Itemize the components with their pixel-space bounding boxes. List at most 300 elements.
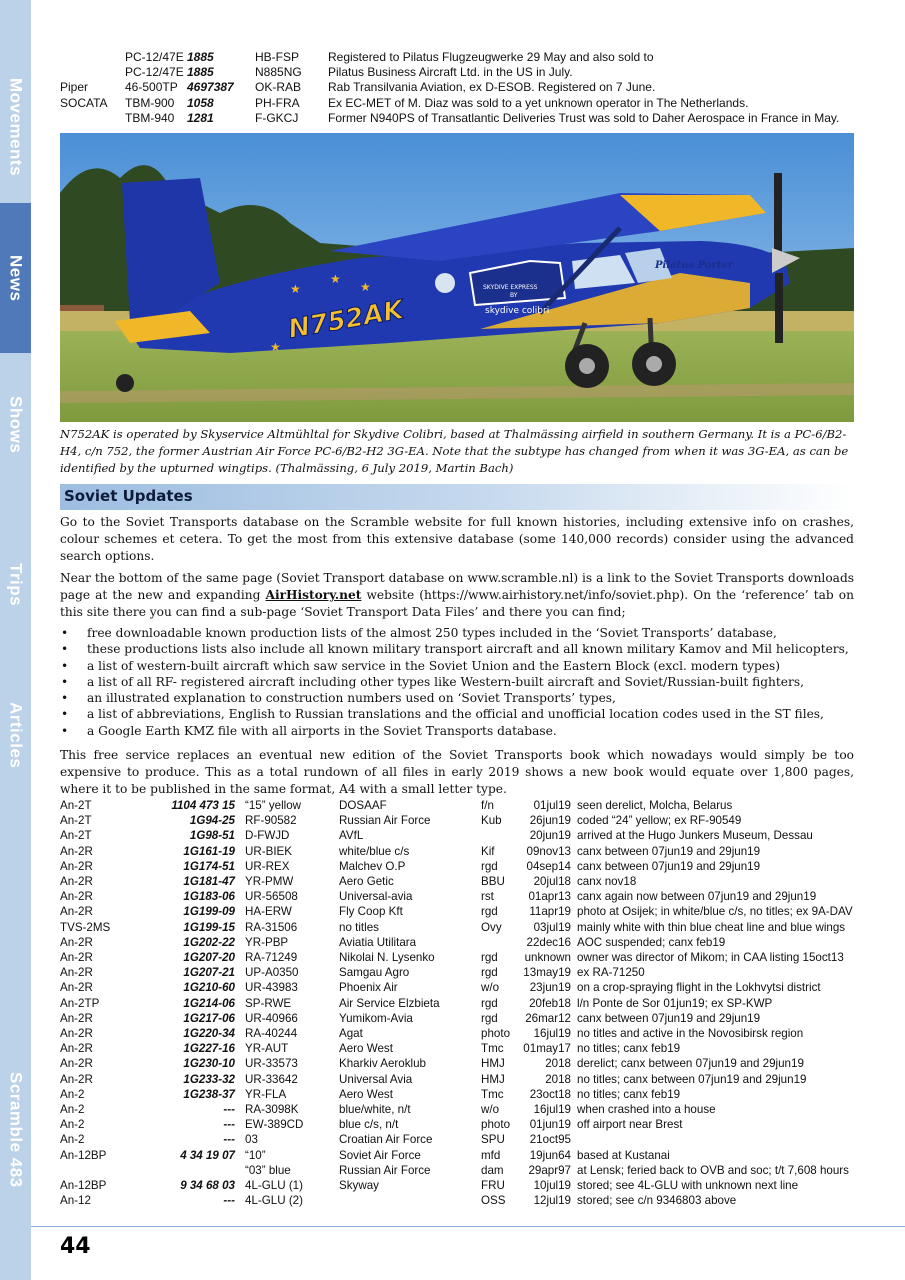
aircraft-type: An-2 [60,1087,85,1101]
spacer [235,904,245,919]
photo-caption: N752AK is operated by Skyservice Altmühltal for Skydive Colibri, based at Thalmässing airfield in southern Germany. It is a PC-6/B2-H4, c/n 752, the former Austrian Air Force PC-6/B2-H2 3G-EA. Note that the subtype has changed from when it was 3G-EA, as can be identified by the upturned wingtips. (Thalmässing, 6 July 2019, Martin Bach) [60,427,849,475]
type: PC-12/47E [125,50,184,64]
spacer [235,1102,245,1117]
remark: no titles; canx feb19 [577,1042,681,1056]
side-tab-label: Scramble 483 [6,1072,26,1188]
date: 19jun64 [529,1148,571,1162]
list-item: • free downloadable known production lists of the almost 250 types included in the ‘Soviet Transports’ database, [60,625,860,641]
type: PC-12/47E [125,65,184,80]
aircraft-type: An-2R [60,1072,93,1086]
registration: UR-33642 [245,1072,298,1086]
operator: Universal-avia [339,890,413,904]
table-row [60,1011,853,1026]
construction-number: 1G174-51 [183,859,235,873]
cn: 1885 [187,65,214,80]
spacer [235,828,245,843]
operator: Phoenix Air [339,981,398,995]
date: 20jun19 [529,829,571,843]
table-row [60,874,853,889]
registration: 4L-GLU (1) [245,1179,303,1193]
type-marking: Pilatus Porter [655,260,734,271]
table-row [60,950,853,965]
operator: Aero Getic [339,875,394,889]
aircraft-type: An-2R [60,966,93,980]
side-tab-trips[interactable] [0,540,31,630]
side-tab-shows[interactable] [0,370,31,480]
aircraft-type: An-2TP [60,996,100,1010]
list-item: • a list of abbreviations, English to Russian translations and the official and unofficial location codes used in the ST files, [60,706,860,722]
remark: canx between 07jun19 and 29jun19 [577,1011,761,1025]
remark: arrived at the Hugo Junkers Museum, Dessau [577,829,813,843]
list-item: • an illustrated explanation to construction numbers used on ‘Soviet Transports’ types, [60,690,860,706]
date: 16jul19 [533,1103,571,1117]
reg: N885NG [255,65,302,80]
date: 29apr97 [528,1163,571,1177]
operator: DOSAAF [339,799,387,812]
spacer [235,1163,245,1178]
operator: Russian Air Force [339,1163,431,1177]
table-row [60,80,839,95]
spacer [235,1132,245,1147]
status-code: mfd [481,1148,501,1162]
cn: 1058 [187,95,214,110]
remark: no titles; canx feb19 [577,1087,681,1101]
side-tab-label: Movements [6,77,26,177]
list-item: • a list of western-built aircraft which saw service in the Soviet Union and the Eastern Block (excl. modern types) [60,658,860,674]
aircraft-type: An-2R [60,1011,93,1025]
construction-number: 1G210-60 [183,981,235,995]
table-row [60,111,839,126]
registration: D-FWJD [245,829,290,843]
spacer [235,920,245,935]
table-row [60,798,853,813]
status-code: rgd [481,905,498,919]
status-code: Ovy [481,920,502,934]
maker [60,50,125,65]
status-code: OSS [481,1194,506,1208]
spacer [235,1178,245,1193]
registration: UR-56508 [245,890,298,904]
spacer [235,1026,245,1041]
table-row [60,65,839,80]
aircraft-type: An-2R [60,859,93,873]
construction-number: 1G161-19 [183,844,235,858]
operator: Croatian Air Force [339,1133,433,1147]
tail-wheel [116,374,134,392]
note: Pilatus Business Aircraft Ltd. in the US in July. [328,65,573,80]
status-code: rgd [481,1011,498,1025]
spacer [235,1041,245,1056]
spacer [235,935,245,950]
table-row [60,1072,853,1087]
table-row [60,1041,853,1056]
construction-number [150,1163,235,1178]
aircraft-type: An-12BP [60,1179,107,1193]
maker [60,111,125,126]
registration: YR-FLA [245,1087,287,1101]
table-row [60,844,853,859]
date: 01may17 [523,1042,571,1056]
remark: at Lensk; feried back to OVB and soc; t/t 7,608 hours [577,1163,849,1177]
status-code: w/o [481,981,500,995]
remark [577,1132,853,1147]
aircraft-type: An-2R [60,1042,93,1056]
aircraft-type: An-2R [60,890,93,904]
date: 04sep14 [526,859,571,873]
construction-number: 1G230-10 [183,1057,235,1071]
operator: Soviet Air Force [339,1148,421,1162]
section-sidebar [0,0,31,1280]
construction-number: 1G183-06 [183,890,235,904]
date: 01apr13 [528,890,571,904]
status-code: rgd [481,996,498,1010]
bullet-list [60,625,860,739]
wheel-hub [579,358,595,374]
operator: Skyway [339,1179,379,1193]
date: 11apr19 [529,905,571,919]
status-code: dam [481,1163,504,1177]
side-tab-movements[interactable] [0,62,31,192]
soviet-register-table [60,798,853,1208]
remark: no titles and active in the Novosibirsk region [577,1027,804,1041]
table-row [60,935,853,950]
aircraft-type: An-2R [60,935,93,949]
spacer [235,1148,245,1163]
aircraft-type: TVS-2MS [60,920,111,934]
spacer [235,950,245,965]
registration: YR-AUT [245,1042,289,1056]
table-row [60,96,839,111]
registration: “03” blue [245,1163,291,1177]
table-row [60,904,853,919]
construction-number: 1G181-47 [183,875,235,889]
side-tab-label: Articles [6,701,26,769]
table-row [60,965,853,980]
registration: UR-33573 [245,1057,298,1071]
remark: when crashed into a house [577,1103,716,1117]
cn: 1885 [187,50,214,64]
date: 22dec16 [526,935,571,949]
aircraft-type: An-2 [60,1118,85,1132]
date: 2018 [545,1057,571,1071]
date: 03jul19 [533,920,571,934]
registration-marking: N752AK [286,295,406,345]
propeller-blade [774,173,782,253]
note: Rab Transilvania Aviation, ex D-ESOB. Registered on 7 June. [328,80,656,95]
table-row [60,1102,853,1117]
table-row [60,889,853,904]
construction-number: 1G98-51 [189,829,235,843]
aircraft-type: An-2T [60,799,92,812]
construction-number: --- [223,1194,235,1208]
spacer [235,844,245,859]
date: 26mar12 [525,1011,571,1025]
operator: Universal Avia [339,1072,413,1086]
side-tab-label: Trips [6,563,26,607]
aircraft-type: An-2R [60,981,93,995]
spacer [235,1193,245,1208]
construction-number: 9 34 68 03 [180,1179,235,1193]
status-code: BBU [481,875,505,889]
remark: off airport near Brest [577,1118,683,1132]
aircraft-type: An-2R [60,951,93,965]
status-code: Kif [481,844,495,858]
construction-number: --- [223,1118,235,1132]
status-code: rgd [481,951,498,965]
side-tab-label: Shows [6,396,26,454]
registration: 4L-GLU (2) [245,1194,303,1208]
reg: OK-RAB [255,80,302,95]
status-code: photo [481,1118,511,1132]
operator: Aero West [339,1087,393,1101]
table-row [60,1026,853,1041]
aircraft-type: An-2 [60,1103,85,1117]
construction-number: 1104 473 15 [171,799,235,812]
door-text: BY [510,292,518,299]
construction-number: 1G199-15 [183,920,235,934]
construction-number: 1G94-25 [189,814,235,828]
remark: AOC suspended; canx feb19 [577,935,726,949]
construction-number: 1G227-16 [183,1042,235,1056]
date: 20feb18 [529,996,571,1010]
side-tab-label: News [6,254,26,302]
construction-number: 1G214-06 [183,996,235,1010]
reg: F-GKCJ [255,110,299,125]
section-title: Soviet Updates [64,487,193,505]
operator: Kharkiv Aeroklub [339,1057,426,1071]
side-tab-news[interactable] [0,203,31,353]
door-text: skydive colibri [485,306,550,316]
list-item: • a list of all RF- registered aircraft including other types like Western-built aircraft and Soviet/Russian-built fighters, [60,674,860,690]
table-row [60,859,853,874]
page-number: 44 [60,1234,91,1259]
cn: 4697387 [187,80,234,95]
aircraft-type: An-2R [60,875,93,889]
note: Registered to Pilatus Flugzeugwerke 29 May and also sold to [328,50,654,64]
status-code: rgd [481,859,498,873]
status-code: rgd [481,966,498,980]
remark: canx again now between 07jun19 and 29jun19 [577,890,817,904]
status-code: rst [481,890,494,904]
star-decoration: ★ [360,280,371,294]
table-row [60,920,853,935]
registration: RA-3098K [245,1103,299,1117]
date: 23jun19 [529,981,571,995]
registration: RA-40244 [245,1027,298,1041]
aircraft-illustration [60,133,854,422]
date: 26jun19 [529,814,571,828]
status-code: FRU [481,1179,505,1193]
type: TBM-900 [125,95,175,110]
registration: “10” [245,1148,266,1162]
aircraft-type: An-2R [60,1027,93,1041]
operator: Aviatia Utilitara [339,935,417,949]
section-header [60,484,854,510]
propeller-blade [775,273,783,343]
status-code: HMJ [481,1072,505,1086]
operator [339,1193,481,1208]
construction-number: 1G202-22 [183,935,235,949]
remark: canx between 07jun19 and 29jun19 [577,844,761,858]
remark: on a crop-spraying flight in the Lokhvytsi district [577,981,821,995]
registration: SP-RWE [245,996,292,1010]
side-tab-scramble[interactable] [0,1060,31,1200]
aircraft-type: An-12 [60,1194,91,1208]
registration: YR-PBP [245,935,289,949]
spacer [235,798,245,813]
table-row [60,1056,853,1071]
construction-number: --- [223,1133,235,1147]
spacer [235,1011,245,1026]
downloads-paragraph [60,570,854,621]
status-code: SPU [481,1133,505,1147]
construction-number: --- [223,1103,235,1117]
remark: based at Kustanai [577,1148,670,1162]
table-row [60,50,839,65]
operator: blue c/s, n/t [339,1118,399,1132]
operator: Nikolai N. Lysenko [339,951,435,965]
operator: Air Service Elzbieta [339,996,440,1010]
date: 16jul19 [533,1027,571,1041]
date: 20jul18 [533,875,571,889]
spacer [235,1117,245,1132]
list-item: • a Google Earth KMZ file with all airports in the Soviet Transports database. [60,723,860,739]
remark: canx nov18 [577,875,637,889]
status-code [481,828,519,843]
operator: white/blue c/s [339,844,410,858]
aircraft-type: An-12BP [60,1148,107,1162]
para-text: Near the bottom of the same page (Soviet Transport database on www.scramble.nl) is a link to the Soviet Transports downloads page at the new and expanding [60,571,854,602]
date: 01jul19 [533,799,571,812]
registration: 03 [245,1133,258,1147]
status-code: Kub [481,814,502,828]
aircraft-type: An-2 [60,1133,85,1147]
status-code: photo [481,1027,511,1041]
remark: ex RA-71250 [577,966,645,980]
date: 10jul19 [533,1179,571,1193]
date: 13may19 [523,966,571,980]
intro-paragraph: Go to the Soviet Transports database on the Scramble website for full known histories, including extensive info on crashes, colour schemes et cetera. To get the most from this extensive database (some 140,000 records) consider using the advanced search options. [60,515,854,563]
spacer [235,889,245,904]
operator: Agat [339,1027,363,1041]
status-code: HMJ [481,1057,505,1071]
table-row [60,1193,853,1208]
remark: stored; see 4L-GLU with unknown next line [577,1179,799,1193]
table-row [60,1132,853,1147]
table-row [60,980,853,995]
table-row [60,1163,853,1178]
registration: RA-71249 [245,951,298,965]
remark: photo at Osijek; in white/blue c/s, no titles; ex 9A-DAV [577,905,853,919]
construction-number: 1G233-32 [183,1072,235,1086]
star-decoration: ★ [290,282,301,296]
operator: Russian Air Force [339,814,431,828]
status-code: f/n [481,799,494,812]
operator: Yumikom-Avia [339,1011,413,1025]
status-code: Tmc [481,1042,504,1056]
spacer [235,965,245,980]
table-row [60,1087,853,1102]
registration: “15” yellow [245,799,302,812]
star-decoration: ★ [330,272,341,286]
registration: UR-43983 [245,981,298,995]
star-decoration: ★ [270,340,281,354]
aircraft-type [60,1163,150,1178]
para-text: website (https://www.airhistory.net/info/soviet.php). On the ‘reference’ tab on this site there you can find a sub-page ‘Soviet Transport Data Files’ and there you can find; [60,588,854,619]
door-text: SKYDIVE EXPRESS [483,284,538,291]
spacer [235,874,245,889]
maker: Piper [60,80,89,95]
status-code: Tmc [481,1087,504,1101]
note: Former N940PS of Transatlantic Deliveries Trust was sold to Daher Aerospace in France in May. [328,110,840,125]
table-row [60,813,853,828]
remark: owner was director of Mikom; in CAA listing 15oct13 [577,951,844,965]
side-tab-articles[interactable] [0,680,31,790]
cabin-window [435,273,455,293]
date: 2018 [545,1072,571,1086]
construction-number: 1G199-09 [183,905,235,919]
date: 23oct18 [529,1087,571,1101]
operator: Samgau Agro [339,966,410,980]
registration: RF-90582 [245,814,297,828]
operator: AVfL [339,829,364,843]
table-row [60,828,853,843]
spacer [235,1072,245,1087]
operator: Aero West [339,1042,393,1056]
registration: EW-389CD [245,1118,304,1132]
registration: UR-BIEK [245,844,293,858]
date: unknown [524,951,571,965]
spacer [235,1056,245,1071]
registration: UP-A0350 [245,966,299,980]
status-code [481,935,519,950]
operator: no titles [339,920,379,934]
registration: YR-PMW [245,875,294,889]
date: 12jul19 [533,1194,571,1208]
aircraft-type: An-2T [60,814,92,828]
list-item: • these productions lists also include all known military transport aircraft and all known military Kamov and Mil helicopters, [60,641,860,657]
construction-number: 1G207-21 [183,966,235,980]
operator: Fly Coop Kft [339,905,403,919]
table-row [60,1178,853,1193]
registration: HA-ERW [245,905,292,919]
reg: PH-FRA [255,95,300,110]
cn: 1281 [187,110,214,125]
remark: canx between 07jun19 and 29jun19 [577,859,761,873]
spacer [235,813,245,828]
footer-rule [31,1226,905,1227]
remark: derelict; canx between 07jun19 and 29jun19 [577,1057,804,1071]
date: 09nov13 [526,844,571,858]
top-register-table [60,50,839,126]
type: 46-500TP [125,80,178,95]
wheel-hub [646,356,662,372]
aircraft-type: An-2R [60,844,93,858]
remark: seen derelict, Molcha, Belarus [577,799,733,812]
date: 21oct95 [529,1133,571,1147]
spacer [235,980,245,995]
airhistory-link[interactable]: AirHistory.net [265,588,362,602]
closing-paragraph: This free service replaces an eventual new edition of the Soviet Transports book which nowadays would simply be too expensive to produce. This as a total rundown of all files in early 2019 shows a new book would equate over 1,800 pages, where it to be published in the same format, A4 with a small letter type. [60,748,854,796]
spacer [235,859,245,874]
registration: UR-40966 [245,1011,298,1025]
maker [60,65,125,80]
registration: UR-REX [245,859,290,873]
aircraft-photo [60,133,854,422]
aircraft-type: An-2T [60,829,92,843]
operator: blue/white, n/t [339,1103,411,1117]
date: 01jun19 [529,1118,571,1132]
